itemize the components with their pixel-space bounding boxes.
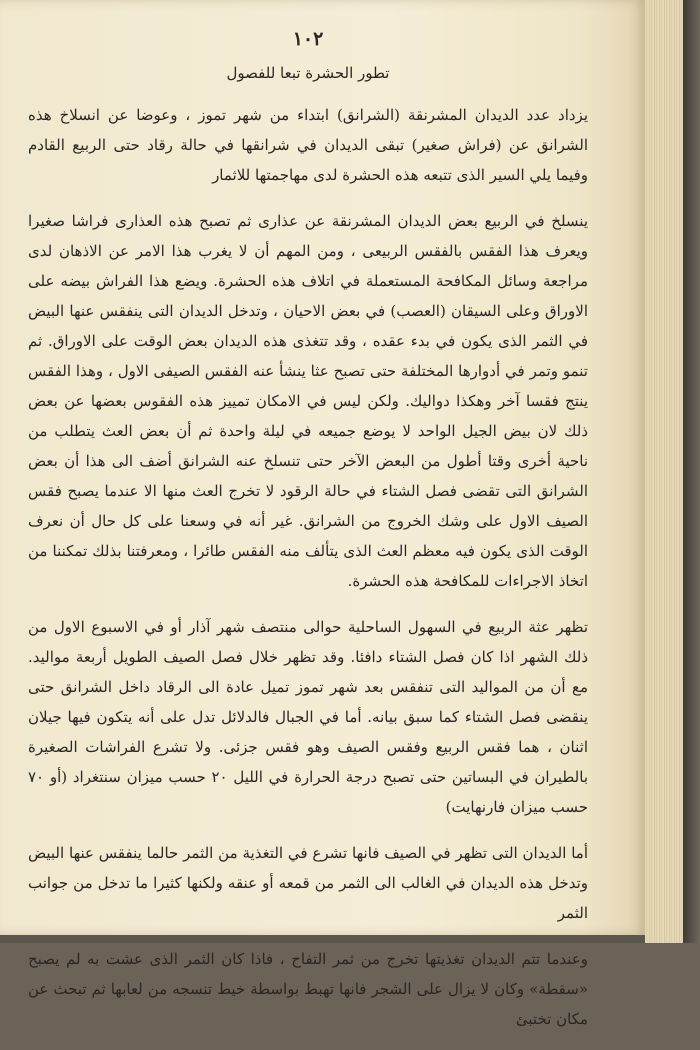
- paragraph-1: يزداد عدد الديدان المشرنقة (الشرانق) ابتداء من شهر تموز ، وعوضا عن انسلاخ هذه الشرانق عن (فراش صغير) تبقى الديدان في شرانقها في حالة رقاد حتى الربيع القادم وفيما يلي السير الذى تتبعه هذه الحشرة لدى مهاجمتها للاثمار: [28, 106, 588, 184]
- paragraph-4: أما الديدان التى تظهر في الصيف فانها تشرع في التغذية من الثمر حالما ينفقس عنها البيض وتدخل هذه الديدان في الغالب الى الثمر من قمعه أو عنقه ولكنها كثيرا ما تدخل من جوانب الثمر: [28, 844, 588, 922]
- paragraph-2: ينسلخ في الربيع بعض الديدان المشرنقة عن عذارى ثم تصبح هذه العذارى فراشا صغيرا ويعرف هذا الفقس بالفقس الربيعى ، ومن المهم أن لا يغرب هذا الامر عن الاذهان لدى مراجعة وسائل المكافحة المستعملة في اتلاف هذه الحشرة. ويضع هذا الفراش بيضه على الاوراق وعلى السيقان (العصب) في بعض الاحيان ، وتدخل الديدان التى ينفقس عنها البيض في الثمر الذى يكون في بدء عقده ، وقد تتغذى هذه الديدان بعض الوقت على الاوراق. ثم تنمو وتمر في أدوارها المختلفة حتى تصبح عثا ينشأ عنه الفقس الصيفى الاول ، وهذا الفقس ينتج فقسا آخر وهكذا دواليك. ولكن ليس في الامكان تمييز هذه الفقوس بعضها عن بعض ذلك لان بيض الجيل الواحد لا يوضع جميعه في ليلة واحدة ثم أن بعض العث يتطلب من ناحية أخرى وقتا أطول من البعض الآخر حتى تنسلخ عنه الشرانق أضف الى هذا أن بعض الشرانق التى تقضى فصل الشتاء في حالة الرقود لا تخرج العث منها الا عندما يصبح فقس الصيف الاول على وشك الخروج من الشرانق. غير أنه في وسعنا على كل حال أن نعرف الوقت الذى يكون فيه معظم العث الذى يتألف منه الفقس طائرا ، ومعرفتنا بذلك تمكننا من اتخاذ الاجراءات للمكافحة هذه الحشرة.: [28, 212, 588, 590]
- page-content: [28, 28, 588, 1050]
- page-number: ١٠٢: [292, 28, 324, 50]
- paragraph-3: تظهر عثة الربيع في السهول الساحلية حوالى منتصف شهر آذار أو في الاسبوع الاول من ذلك الشهر اذا كان فصل الشتاء دافئا. وقد تظهر خلال فصل الصيف الطويل أربعة مواليد. مع أن من المواليد التى تنفقس بعد شهر تموز تميل عادة الى الرقاد داخل الشرانق حتى ينقضى فصل الشتاء كما سبق بيانه. أما في الجبال فالدلائل تدل على أنه يتكون فيها جيلان اثنان ، هما فقس الربيع وفقس الصيف وهو فقس جزئى. ولا تشرع الفراشات الصغيرة بالطيران في البساتين حتى تصبح درجة الحرارة في الليل ٢٠ حسب ميزان سنتغراد (أو ٧٠ حسب ميزان فارنهايت): [28, 618, 588, 816]
- paragraph-5: وعندما تتم الديدان تغذيتها تخرج من ثمر التفاح ، فاذا كان الثمر الذى عشت به لم يصبح «سقطة» وكان لا يزال على الشجر فانها تهبط بواسطة خيط تنسجه من لعابها ثم تبحث عن مكان تختبئ: [28, 950, 588, 1028]
- section-title: تطور الحشرة تبعا للفصول: [226, 64, 390, 82]
- book-cover-edge: [683, 0, 700, 943]
- page-stack-edges: [645, 0, 683, 943]
